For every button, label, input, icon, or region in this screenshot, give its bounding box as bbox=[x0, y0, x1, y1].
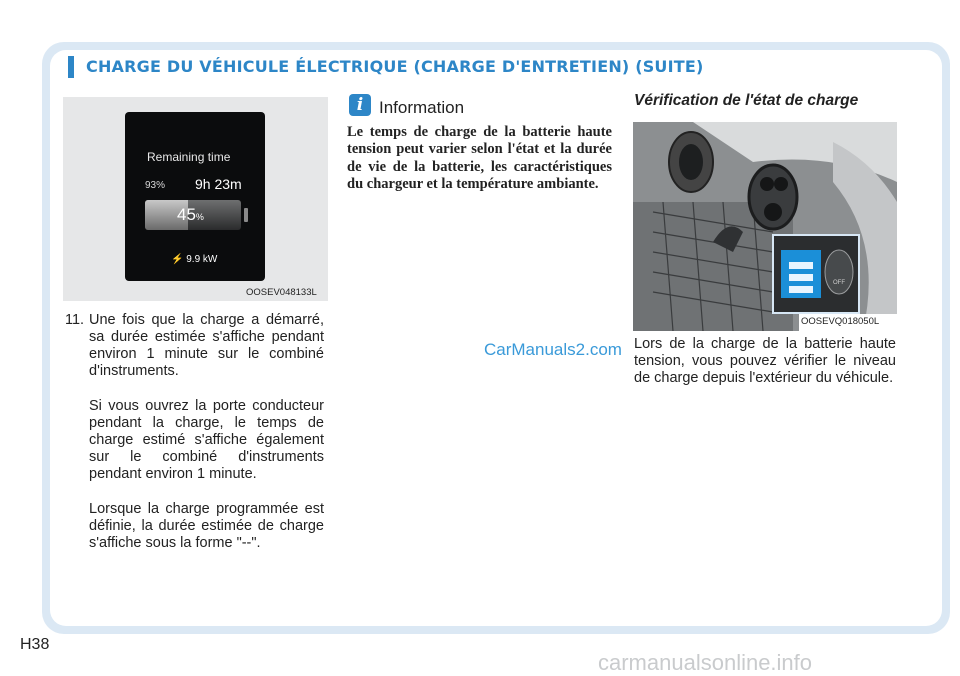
title-accent-bar bbox=[68, 56, 74, 78]
battery-level-unit: % bbox=[195, 212, 204, 222]
page-number: H38 bbox=[20, 636, 50, 653]
information-body: Le temps de charge de la batterie haute tension peut varier selon l'état et la durée de vie de la batterie, les caractéristiques du chargeur et la température ambiante. bbox=[347, 124, 612, 192]
charging-port-illustration bbox=[633, 122, 897, 331]
step-paragraph-2: Si vous ouvrez la porte conducteur pendant la charge, le temps de charge estimé s'affiche également sur le combiné d'instruments pendant environ 1 minute. bbox=[89, 398, 324, 482]
cluster-image-code: OOSEV048133L bbox=[246, 287, 317, 298]
information-title: Information bbox=[379, 98, 465, 117]
charging-port-image-code: OOSEVQ018050L bbox=[801, 316, 880, 327]
footer-watermark: carmanualsonline.info bbox=[598, 650, 813, 675]
section-title: CHARGE DU VÉHICULE ÉLECTRIQUE (CHARGE D'ENTRETIEN) (SUITE) bbox=[86, 57, 704, 76]
section-title-bar bbox=[68, 56, 948, 78]
battery-level-value: 45 bbox=[177, 205, 196, 224]
battery-level-readout bbox=[177, 205, 204, 225]
cluster-remaining-time: 9h 23m bbox=[195, 176, 242, 192]
charge-lamp-off-label: OFF bbox=[833, 280, 845, 286]
cluster-charging-power: ⚡ 9.9 kW bbox=[171, 254, 218, 265]
verification-body: Lors de la charge de la batterie haute tension, vous pouvez vérifier le niveau de charge depuis l'extérieur du véhicule. bbox=[634, 336, 896, 386]
cluster-target-percent: 93% bbox=[145, 180, 166, 191]
info-icon: i bbox=[349, 94, 371, 116]
cluster-remaining-time-label: Remaining time bbox=[147, 150, 231, 164]
watermark-link[interactable]: CarManuals2.com bbox=[484, 340, 622, 359]
step-text: Une fois que la charge a démarré, sa durée estimée s'affiche pendant environ 1 minute sur le combiné d'instruments. bbox=[89, 312, 324, 379]
step-number: 11. bbox=[65, 312, 85, 328]
verification-heading: Vérification de l'état de charge bbox=[634, 92, 859, 109]
cluster-display bbox=[125, 112, 265, 281]
instrument-cluster-image bbox=[63, 97, 328, 301]
charging-port-image bbox=[633, 122, 897, 331]
battery-gauge-tip bbox=[244, 208, 248, 222]
step-paragraph-3: Lorsque la charge programmée est définie, la durée estimée de charge s'affiche sous la forme "--". bbox=[89, 501, 324, 551]
